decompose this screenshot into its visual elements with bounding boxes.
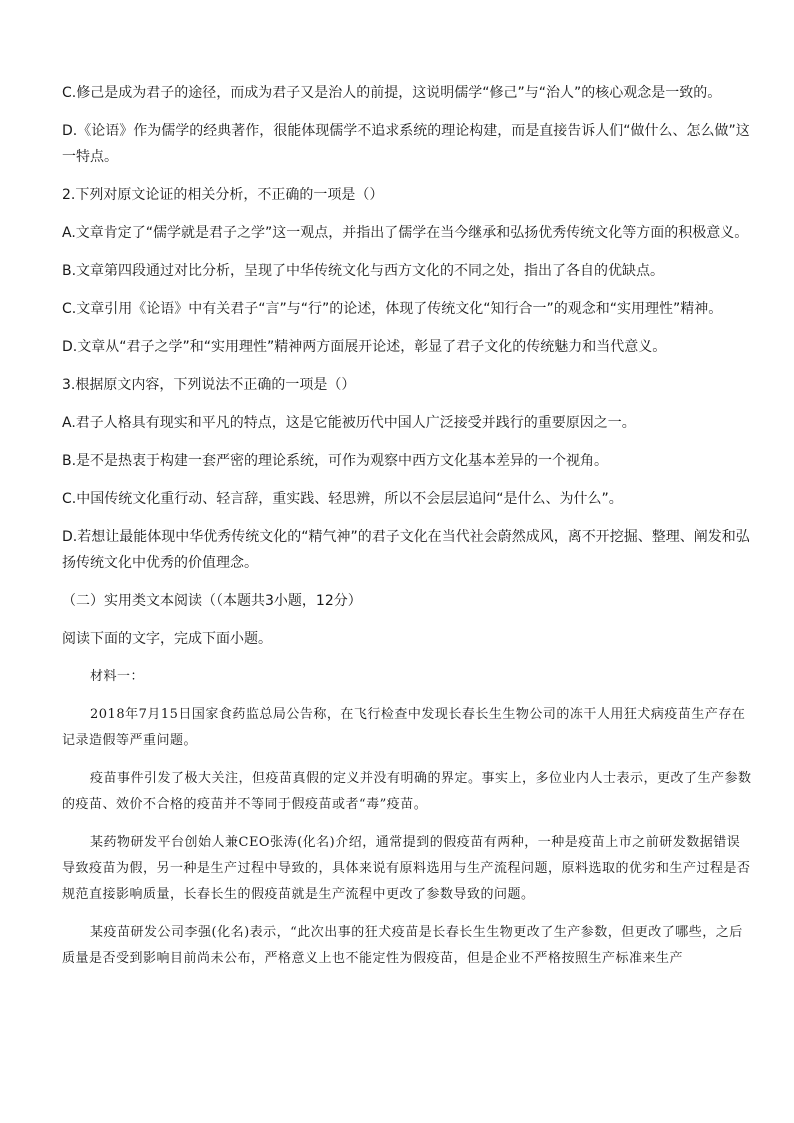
question-3: 3.根据原文内容，下列说法不正确的一项是（） [62,377,356,393]
option-d-q3: D.若想让最能体现中华优秀传统文化的“精气神”的君子文化在当代社会蔚然成风，离不开挖掘、整理、阐发和弘扬传统文化中优秀的价值理念。 [62,529,750,571]
material-paragraph-3: 某药物研发平台创始人兼CEO张涛(化名)介绍，通常提到的假疫苗有两种，一种是疫苗上市之前研发数据错误导致疫苗为假，另一种是生产过程中导致的，具体来说有原料选用与生产流程问题，原料选取的优劣和生产过程是否规范直接影响质量，长春长生的假疫苗就是生产流程中更改了参数导致的问题。 [62,835,751,902]
option-b-q3: B.是不是热衷于构建一套严密的理论系统，可作为观察中西方文化基本差异的一个视角。 [62,453,609,469]
material-label: 材料一： [90,669,145,684]
option-d-q1: D.《论语》作为儒学的经典著作，很能体现儒学不追求系统的理论构建，而是直接告诉人们“做什么、怎么做”这一特点。 [62,123,750,165]
instruction: 阅读下面的文字，完成下面小题。 [62,631,272,647]
material-paragraph-4: 某疫苗研发公司李强(化名)表示，“此次出事的狂犬疫苗是长春长生生物更改了生产参数，但更改了哪些，之后质量是否受到影响目前尚未公布，严格意义上也不能定性为假疫苗，但是企业不严格按照生产标准来生产 [62,925,743,966]
option-c-q3: C.中国传统文化重行动、轻言辞，重实践、轻思辨，所以不会层层追问“是什么、为什么”。 [62,491,623,507]
document-page [62,80,752,984]
question-2: 2.下列对原文论证的相关分析，不正确的一项是（） [62,187,384,203]
option-a-q2: A.文章肯定了“儒学就是君子之学”这一观点，并指出了儒学在当今继承和弘扬优秀传统文化等方面的积极意义。 [62,225,749,241]
material-paragraph-1: 2018年7月15日国家食药监总局公告称，在飞行检查中发现长春长生生物公司的冻干人用狂犬病疫苗生产存在记录造假等严重问题。 [62,707,746,748]
option-a-q3: A.君子人格具有现实和平凡的特点，这是它能被历代中国人广泛接受并践行的重要原因之一。 [62,415,636,431]
material-paragraph-2: 疫苗事件引发了极大关注，但疫苗真假的定义并没有明确的界定。事实上，多位业内人士表示，更改了生产参数的疫苗、效价不合格的疫苗并不等同于假疫苗或者“毒”疫苗。 [62,771,752,812]
option-b-q2: B.文章第四段通过对比分析，呈现了中华传统文化与西方文化的不同之处，指出了各自的优缺点。 [62,263,665,279]
option-d-q2: D.文章从“君子之学”和“实用理性”精神两方面展开论述，彰显了君子文化的传统魅力和当代意义。 [62,339,667,355]
option-c-q2: C.文章引用《论语》中有关君子“言”与“行”的论述，体现了传统文化“知行合一”的观念和“实用理性”精神。 [62,301,723,317]
option-c-q1: C.修己是成为君子的途径，而成为君子又是治人的前提，这说明儒学“修己”与“治人”的核心观念是一致的。 [62,85,722,101]
section-heading: （二）实用类文本阅读（（本题共3小题，12分） [62,593,362,609]
